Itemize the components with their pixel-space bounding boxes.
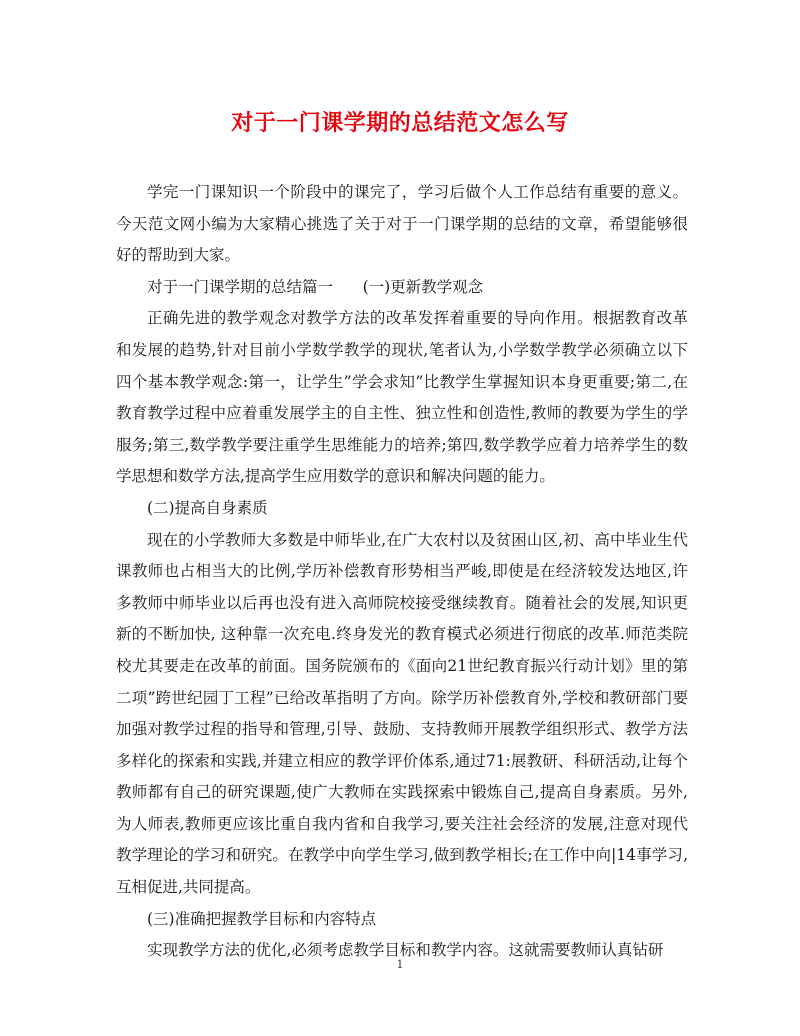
paragraph-2: 现在的小学教师大多数是中师毕业,在广大农村以及贫困山区,初、高中毕业生代课教师也占相当大的比例,学历补偿教育形势相当严峻,即使是在经济较发达地区,许多教师中师毕业以后再也没有进入高师院校接受继续教育。随着社会的发展,知识更新的不断加快, 这种靠一次充电.终身发光的教育模式必须进行彻底的改革.师范类院校尤其要走在改革的前面。国务院颁布的《面向21世纪教育振兴行动计划》里的第二项”跨世纪园丁工程”已给改革指明了方向。除学历补偿教育外,学校和教研部门要加强对教学过程的指导和管理,引导、鼓励、支持教师开展教学组织形式、教学方法多样化的探索和实践,并建立相应的教学评价体系,通过71:展教研、科研活动,让每个教师都有自己的研究课题,使广大教师在实践探索中锻炼自己,提高自身素质。另外,为人师表,教师更应该比重自我内省和自我学习,要关注社会经济的发展,注意对现代教学理论的学习和研究。在教学中向学生学习,做到教学相长;在工作中向|14事学习,互相促进,共同提高。 (116, 530, 688, 897)
page-number: 1 (396, 958, 404, 971)
intro-paragraph: 学完一门课知识一个阶段中的课完了，学习后做个人工作总结有重要的意义。今天范文网小编为大家精心挑选了关于对于一门课学期的总结的文章，希望能够很好的帮助到大家。 (116, 183, 688, 265)
paragraph-3: 实现教学方法的优化,必须考虑教学目标和教学内容。这就需要教师认真钻研 (147, 941, 664, 960)
paragraph-1: 正确先进的教学观念对教学方法的改革发挥着重要的导向作用。根据教育改革和发展的趋势,针对目前小学数学教学的现状,笔者认为,小学数学教学必须确立以下四个基本教学观念:第一，让学生”学会求知”比教学生掌握知识本身更重要;第二,在教育教学过程中应着重发展学主的自主性、独立性和创造性,教师的教要为学生的学服务;第三,数学教学要注重学生思维能力的培养;第四,数学教学应着力培养学生的数学思想和数学方法,提高学生应用数学的意识和解决问题的能力。 (116, 309, 688, 486)
heading-3: (三)准确把握教学目标和内容特点 (147, 909, 377, 928)
section1-subheading: (一)更新教学观念 (362, 277, 484, 296)
document-body (116, 177, 688, 967)
section1-heading: 对于一门课学期的总结篇一 (147, 277, 334, 296)
heading-2: (二)提高自身素质 (147, 498, 268, 517)
section1-heading-line (116, 272, 688, 304)
document-title: 对于一门课学期的总结范文怎么写 (231, 110, 569, 136)
